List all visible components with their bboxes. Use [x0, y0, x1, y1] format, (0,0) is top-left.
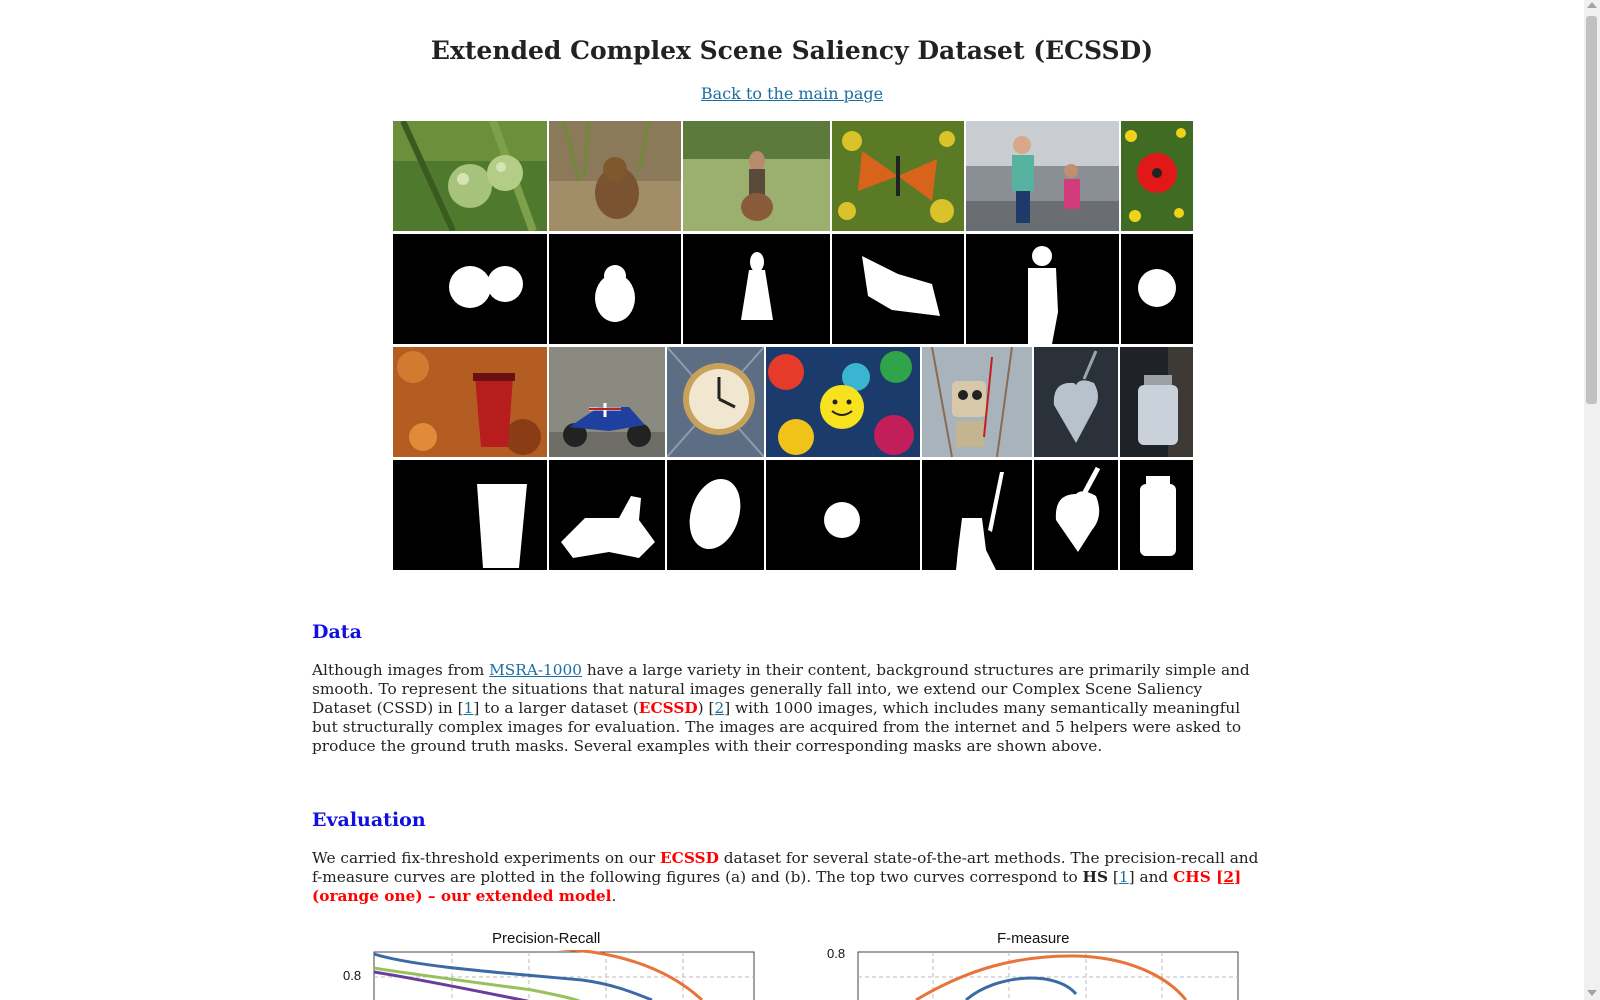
tomatoes-mask [393, 234, 547, 344]
f-series-hs [966, 978, 1076, 1000]
ice-heart-mask [1034, 460, 1118, 570]
scroll-down-icon[interactable] [1587, 990, 1597, 996]
ecssd-highlight: ECSSD [638, 699, 698, 717]
pr-chart-title: Precision-Recall [492, 930, 601, 947]
smiley-ball-image [766, 347, 920, 457]
pr-series-3 [374, 968, 582, 1000]
ice-heart-image [1034, 347, 1118, 457]
msra-1000-link[interactable]: MSRA-1000 [489, 661, 582, 679]
pr-chart [372, 950, 756, 1000]
smiley-ball-mask [766, 460, 920, 570]
ref-2-link[interactable]: 2 [1223, 868, 1234, 886]
clock-mask [667, 460, 764, 570]
horse-rider-image [683, 121, 830, 231]
squirrel-mask [549, 234, 681, 344]
robot-toy-image [922, 347, 1032, 457]
ecssd-highlight: ECSSD [660, 849, 719, 867]
horse-rider-mask [683, 234, 830, 344]
ref-1-link[interactable]: 1 [463, 699, 474, 717]
squirrel-image [549, 121, 681, 231]
ref-1-link[interactable]: 1 [1118, 868, 1129, 886]
coffee-cup-mask [393, 460, 547, 570]
scroll-thumb[interactable] [1586, 16, 1597, 404]
pr-series-chs [402, 950, 702, 1000]
tomatoes-image [393, 121, 547, 231]
coffee-cup-image [393, 347, 547, 457]
evaluation-paragraph: We carried fix-threshold experiments on our ECSSD dataset for several state-of-the-art methods. The precision-recall and f-measure curves are plotted in the following figures (a) and (b). The top two curves correspond to HS [1] and CHS [2] (orange one) – our extended model. [312, 849, 1259, 905]
runner-mask [966, 234, 1119, 344]
f-chart-title: F-measure [997, 930, 1070, 947]
page-title: Extended Complex Scene Saliency Dataset (ECSSD) [430, 36, 1154, 65]
scooter-image [549, 347, 665, 457]
pr-series-hs [374, 954, 652, 1000]
butterfly-image [832, 121, 964, 231]
jar-mask [1120, 460, 1193, 570]
jar-image [1120, 347, 1193, 457]
hs-label: HS [1082, 868, 1109, 886]
data-paragraph: Although images from MSRA-1000 have a large variety in their content, background structures are primarily simple and smooth. To represent the situations that natural images generally fall into, we extend our Complex Scene Saliency Dataset (CSSD) in [1] to a larger dataset (ECSSD) [2] with 1000 images, which includes many semantically meaningful but structurally complex images for evaluation. The images are acquired from the internet and 5 helpers were asked to produce the ground truth masks. Several examples with their corresponding masks are shown above. [312, 661, 1250, 755]
chs-description: ] (orange one) – our extended model [312, 868, 1242, 905]
f-ytick-label: 0.8 [827, 946, 846, 961]
back-to-main-link[interactable]: Back to the main page [700, 84, 884, 103]
pr-ytick-label: 0.8 [343, 968, 362, 983]
butterfly-mask [832, 234, 964, 344]
poppy-image [1121, 121, 1193, 231]
f-series-chs [916, 956, 1186, 1000]
poppy-mask [1121, 234, 1193, 344]
f-chart [856, 950, 1240, 1000]
robot-toy-mask [922, 460, 1032, 570]
evaluation-heading: Evaluation [312, 809, 426, 831]
chs-label: CHS [ [1173, 868, 1224, 886]
ref-2-link[interactable]: 2 [714, 699, 725, 717]
scooter-mask [549, 460, 665, 570]
clock-image [667, 347, 764, 457]
scroll-up-icon[interactable] [1587, 2, 1597, 8]
runner-image [966, 121, 1119, 231]
data-heading: Data [312, 621, 362, 643]
vertical-scrollbar[interactable] [1584, 0, 1600, 1000]
